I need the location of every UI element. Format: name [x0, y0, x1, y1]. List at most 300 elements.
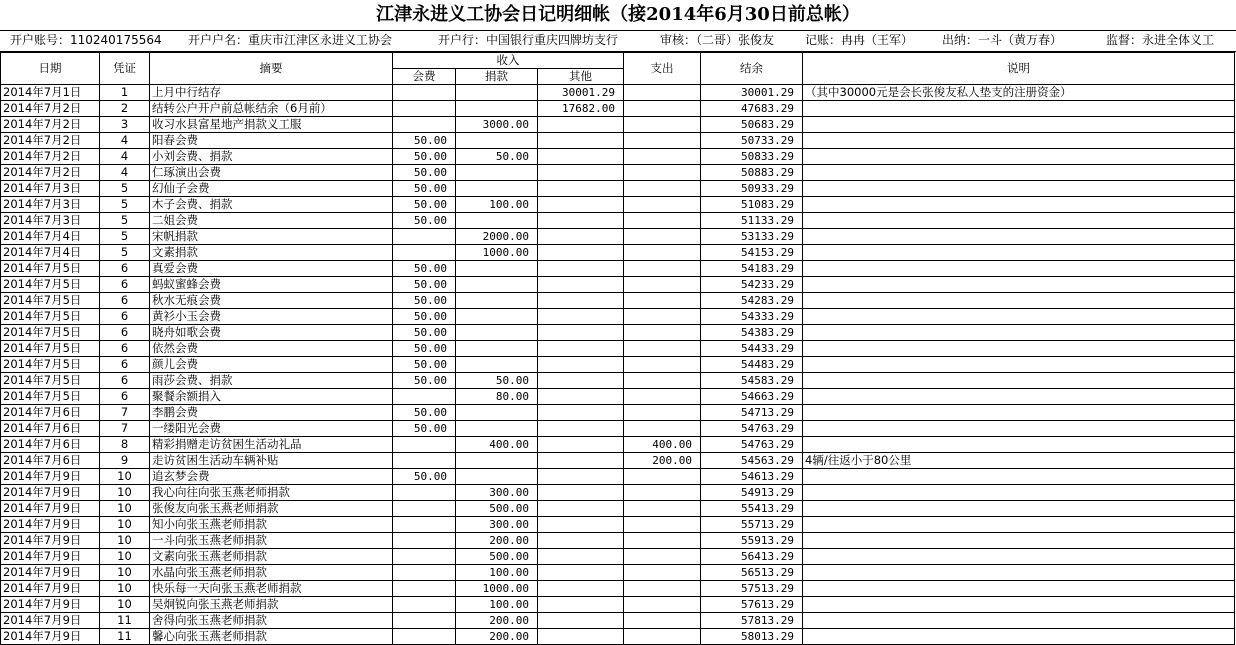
fee-cell[interactable]: 50.00 — [393, 373, 456, 389]
balance-cell[interactable]: 54663.29 — [701, 389, 803, 405]
other-cell[interactable] — [538, 565, 624, 581]
expense-cell[interactable] — [624, 325, 701, 341]
balance-cell[interactable]: 55713.29 — [701, 517, 803, 533]
fee-cell[interactable]: 50.00 — [393, 165, 456, 181]
donation-cell[interactable]: 200.00 — [456, 533, 538, 549]
donation-cell[interactable]: 3000.00 — [456, 117, 538, 133]
fee-cell[interactable]: 50.00 — [393, 149, 456, 165]
summary-cell[interactable]: 蚂蚁蜜蜂会费 — [150, 277, 393, 293]
other-cell[interactable] — [538, 149, 624, 165]
donation-cell[interactable]: 200.00 — [456, 613, 538, 629]
date-cell[interactable]: 2014年7月2日 — [1, 101, 100, 117]
summary-cell[interactable]: 仁琢演出会费 — [150, 165, 393, 181]
note-cell[interactable] — [803, 389, 1235, 405]
expense-cell[interactable] — [624, 293, 701, 309]
date-cell[interactable]: 2014年7月9日 — [1, 533, 100, 549]
expense-cell[interactable]: 200.00 — [624, 453, 701, 469]
fee-cell[interactable] — [393, 485, 456, 501]
voucher-cell[interactable]: 11 — [100, 613, 150, 629]
summary-cell[interactable]: 馨心向张玉燕老师捐款 — [150, 629, 393, 645]
fee-cell[interactable] — [393, 245, 456, 261]
expense-cell[interactable] — [624, 229, 701, 245]
fee-cell[interactable] — [393, 501, 456, 517]
date-cell[interactable]: 2014年7月9日 — [1, 613, 100, 629]
expense-cell[interactable] — [624, 277, 701, 293]
expense-cell[interactable] — [624, 581, 701, 597]
fee-cell[interactable] — [393, 565, 456, 581]
expense-cell[interactable] — [624, 405, 701, 421]
date-cell[interactable]: 2014年7月9日 — [1, 629, 100, 645]
date-cell[interactable]: 2014年7月9日 — [1, 517, 100, 533]
donation-cell[interactable]: 100.00 — [456, 597, 538, 613]
note-cell[interactable] — [803, 261, 1235, 277]
note-cell[interactable] — [803, 309, 1235, 325]
header-balance[interactable]: 结余 — [701, 53, 803, 85]
voucher-cell[interactable]: 6 — [100, 389, 150, 405]
balance-cell[interactable]: 54483.29 — [701, 357, 803, 373]
expense-cell[interactable] — [624, 261, 701, 277]
voucher-cell[interactable]: 5 — [100, 213, 150, 229]
donation-cell[interactable]: 50.00 — [456, 373, 538, 389]
note-cell[interactable] — [803, 613, 1235, 629]
expense-cell[interactable] — [624, 357, 701, 373]
date-cell[interactable]: 2014年7月1日 — [1, 85, 100, 101]
donation-cell[interactable] — [456, 165, 538, 181]
fee-cell[interactable] — [393, 85, 456, 101]
expense-cell[interactable] — [624, 565, 701, 581]
date-cell[interactable]: 2014年7月3日 — [1, 197, 100, 213]
date-cell[interactable]: 2014年7月5日 — [1, 341, 100, 357]
expense-cell[interactable] — [624, 613, 701, 629]
expense-cell[interactable] — [624, 629, 701, 645]
expense-cell[interactable] — [624, 165, 701, 181]
date-cell[interactable]: 2014年7月9日 — [1, 501, 100, 517]
header-income[interactable]: 收入 — [393, 53, 624, 69]
date-cell[interactable]: 2014年7月9日 — [1, 549, 100, 565]
balance-cell[interactable]: 55413.29 — [701, 501, 803, 517]
expense-cell[interactable] — [624, 469, 701, 485]
donation-cell[interactable] — [456, 277, 538, 293]
fee-cell[interactable]: 50.00 — [393, 357, 456, 373]
balance-cell[interactable]: 50883.29 — [701, 165, 803, 181]
expense-cell[interactable] — [624, 213, 701, 229]
other-cell[interactable] — [538, 597, 624, 613]
donation-cell[interactable] — [456, 469, 538, 485]
fee-cell[interactable] — [393, 229, 456, 245]
expense-cell[interactable] — [624, 341, 701, 357]
header-other[interactable]: 其他 — [538, 69, 624, 85]
summary-cell[interactable]: 阳春会费 — [150, 133, 393, 149]
summary-cell[interactable]: 知小向张玉燕老师捐款 — [150, 517, 393, 533]
other-cell[interactable] — [538, 197, 624, 213]
balance-cell[interactable]: 51133.29 — [701, 213, 803, 229]
expense-cell[interactable] — [624, 309, 701, 325]
voucher-cell[interactable]: 6 — [100, 277, 150, 293]
summary-cell[interactable]: 文素捐款 — [150, 245, 393, 261]
note-cell[interactable] — [803, 213, 1235, 229]
other-cell[interactable] — [538, 629, 624, 645]
note-cell[interactable] — [803, 629, 1235, 645]
other-cell[interactable] — [538, 309, 624, 325]
balance-cell[interactable]: 57813.29 — [701, 613, 803, 629]
note-cell[interactable] — [803, 245, 1235, 261]
donation-cell[interactable] — [456, 341, 538, 357]
summary-cell[interactable]: 一缕阳光会费 — [150, 421, 393, 437]
other-cell[interactable] — [538, 549, 624, 565]
donation-cell[interactable]: 2000.00 — [456, 229, 538, 245]
summary-cell[interactable]: 快乐每一天向张玉燕老师捐款 — [150, 581, 393, 597]
expense-cell[interactable] — [624, 149, 701, 165]
voucher-cell[interactable]: 4 — [100, 165, 150, 181]
other-cell[interactable] — [538, 213, 624, 229]
other-cell[interactable] — [538, 277, 624, 293]
note-cell[interactable] — [803, 517, 1235, 533]
other-cell[interactable] — [538, 581, 624, 597]
fee-cell[interactable] — [393, 629, 456, 645]
other-cell[interactable] — [538, 165, 624, 181]
balance-cell[interactable]: 54153.29 — [701, 245, 803, 261]
balance-cell[interactable]: 55913.29 — [701, 533, 803, 549]
other-cell[interactable] — [538, 117, 624, 133]
voucher-cell[interactable]: 5 — [100, 181, 150, 197]
header-fee[interactable]: 会费 — [393, 69, 456, 85]
note-cell[interactable] — [803, 533, 1235, 549]
balance-cell[interactable]: 54333.29 — [701, 309, 803, 325]
donation-cell[interactable]: 500.00 — [456, 549, 538, 565]
summary-cell[interactable]: 一斗向张玉燕老师捐款 — [150, 533, 393, 549]
note-cell[interactable] — [803, 597, 1235, 613]
donation-cell[interactable]: 400.00 — [456, 437, 538, 453]
date-cell[interactable]: 2014年7月5日 — [1, 309, 100, 325]
summary-cell[interactable]: 追玄梦会费 — [150, 469, 393, 485]
donation-cell[interactable] — [456, 453, 538, 469]
balance-cell[interactable]: 56413.29 — [701, 549, 803, 565]
balance-cell[interactable]: 58013.29 — [701, 629, 803, 645]
expense-cell[interactable] — [624, 85, 701, 101]
donation-cell[interactable]: 50.00 — [456, 149, 538, 165]
fee-cell[interactable] — [393, 389, 456, 405]
fee-cell[interactable] — [393, 549, 456, 565]
date-cell[interactable]: 2014年7月4日 — [1, 229, 100, 245]
balance-cell[interactable]: 30001.29 — [701, 85, 803, 101]
other-cell[interactable] — [538, 485, 624, 501]
note-cell[interactable] — [803, 405, 1235, 421]
summary-cell[interactable]: 晓舟如歌会费 — [150, 325, 393, 341]
voucher-cell[interactable]: 10 — [100, 533, 150, 549]
other-cell[interactable] — [538, 133, 624, 149]
fee-cell[interactable] — [393, 117, 456, 133]
other-cell[interactable] — [538, 517, 624, 533]
date-cell[interactable]: 2014年7月3日 — [1, 213, 100, 229]
fee-cell[interactable]: 50.00 — [393, 341, 456, 357]
donation-cell[interactable]: 1000.00 — [456, 245, 538, 261]
note-cell[interactable] — [803, 485, 1235, 501]
fee-cell[interactable]: 50.00 — [393, 181, 456, 197]
expense-cell[interactable]: 400.00 — [624, 437, 701, 453]
note-cell[interactable] — [803, 373, 1235, 389]
voucher-cell[interactable]: 6 — [100, 341, 150, 357]
other-cell[interactable] — [538, 245, 624, 261]
fee-cell[interactable]: 50.00 — [393, 405, 456, 421]
date-cell[interactable]: 2014年7月2日 — [1, 133, 100, 149]
balance-cell[interactable]: 53133.29 — [701, 229, 803, 245]
summary-cell[interactable]: 水晶向张玉燕老师捐款 — [150, 565, 393, 581]
voucher-cell[interactable]: 6 — [100, 293, 150, 309]
expense-cell[interactable] — [624, 181, 701, 197]
donation-cell[interactable]: 80.00 — [456, 389, 538, 405]
donation-cell[interactable]: 200.00 — [456, 629, 538, 645]
date-cell[interactable]: 2014年7月9日 — [1, 565, 100, 581]
date-cell[interactable]: 2014年7月9日 — [1, 485, 100, 501]
header-voucher[interactable]: 凭证 — [100, 53, 150, 85]
voucher-cell[interactable]: 10 — [100, 517, 150, 533]
voucher-cell[interactable]: 10 — [100, 581, 150, 597]
date-cell[interactable]: 2014年7月5日 — [1, 293, 100, 309]
note-cell[interactable] — [803, 341, 1235, 357]
summary-cell[interactable]: 黄衫小玉会费 — [150, 309, 393, 325]
donation-cell[interactable] — [456, 421, 538, 437]
summary-cell[interactable]: 我心向往向张玉燕老师捐款 — [150, 485, 393, 501]
fee-cell[interactable] — [393, 437, 456, 453]
voucher-cell[interactable]: 7 — [100, 421, 150, 437]
fee-cell[interactable] — [393, 533, 456, 549]
note-cell[interactable] — [803, 149, 1235, 165]
note-cell[interactable] — [803, 469, 1235, 485]
balance-cell[interactable]: 57513.29 — [701, 581, 803, 597]
header-donation[interactable]: 捐款 — [456, 69, 538, 85]
voucher-cell[interactable]: 5 — [100, 229, 150, 245]
donation-cell[interactable]: 100.00 — [456, 565, 538, 581]
donation-cell[interactable] — [456, 309, 538, 325]
voucher-cell[interactable]: 4 — [100, 149, 150, 165]
note-cell[interactable] — [803, 181, 1235, 197]
note-cell[interactable] — [803, 277, 1235, 293]
note-cell[interactable] — [803, 565, 1235, 581]
balance-cell[interactable]: 54433.29 — [701, 341, 803, 357]
balance-cell[interactable]: 54763.29 — [701, 437, 803, 453]
date-cell[interactable]: 2014年7月6日 — [1, 405, 100, 421]
date-cell[interactable]: 2014年7月5日 — [1, 389, 100, 405]
voucher-cell[interactable]: 7 — [100, 405, 150, 421]
donation-cell[interactable] — [456, 293, 538, 309]
date-cell[interactable]: 2014年7月9日 — [1, 597, 100, 613]
voucher-cell[interactable]: 9 — [100, 453, 150, 469]
note-cell[interactable] — [803, 117, 1235, 133]
date-cell[interactable]: 2014年7月6日 — [1, 421, 100, 437]
header-summary[interactable]: 摘要 — [150, 53, 393, 85]
note-cell[interactable] — [803, 197, 1235, 213]
other-cell[interactable] — [538, 341, 624, 357]
voucher-cell[interactable]: 10 — [100, 469, 150, 485]
voucher-cell[interactable]: 6 — [100, 309, 150, 325]
summary-cell[interactable]: 木子会费、捐款 — [150, 197, 393, 213]
note-cell[interactable] — [803, 229, 1235, 245]
summary-cell[interactable]: 颜儿会费 — [150, 357, 393, 373]
fee-cell[interactable]: 50.00 — [393, 133, 456, 149]
note-cell[interactable]: （其中30000元是会长张俊友私人垫支的注册资金） — [803, 85, 1235, 101]
expense-cell[interactable] — [624, 485, 701, 501]
expense-cell[interactable] — [624, 389, 701, 405]
fee-cell[interactable] — [393, 453, 456, 469]
voucher-cell[interactable]: 10 — [100, 597, 150, 613]
balance-cell[interactable]: 47683.29 — [701, 101, 803, 117]
header-date[interactable]: 日期 — [1, 53, 100, 85]
expense-cell[interactable] — [624, 597, 701, 613]
date-cell[interactable]: 2014年7月2日 — [1, 165, 100, 181]
voucher-cell[interactable]: 5 — [100, 245, 150, 261]
donation-cell[interactable]: 300.00 — [456, 517, 538, 533]
voucher-cell[interactable]: 4 — [100, 133, 150, 149]
fee-cell[interactable] — [393, 517, 456, 533]
donation-cell[interactable] — [456, 133, 538, 149]
fee-cell[interactable]: 50.00 — [393, 213, 456, 229]
donation-cell[interactable] — [456, 213, 538, 229]
summary-cell[interactable]: 真爱会费 — [150, 261, 393, 277]
date-cell[interactable]: 2014年7月9日 — [1, 469, 100, 485]
note-cell[interactable] — [803, 293, 1235, 309]
voucher-cell[interactable]: 6 — [100, 373, 150, 389]
expense-cell[interactable] — [624, 501, 701, 517]
expense-cell[interactable] — [624, 533, 701, 549]
balance-cell[interactable]: 54613.29 — [701, 469, 803, 485]
fee-cell[interactable]: 50.00 — [393, 293, 456, 309]
other-cell[interactable] — [538, 437, 624, 453]
note-cell[interactable] — [803, 101, 1235, 117]
donation-cell[interactable] — [456, 101, 538, 117]
header-expense[interactable]: 支出 — [624, 53, 701, 85]
note-cell[interactable] — [803, 581, 1235, 597]
voucher-cell[interactable]: 10 — [100, 565, 150, 581]
voucher-cell[interactable]: 10 — [100, 501, 150, 517]
summary-cell[interactable]: 精彩捐赠走访贫困生活动礼品 — [150, 437, 393, 453]
fee-cell[interactable]: 50.00 — [393, 277, 456, 293]
fee-cell[interactable]: 50.00 — [393, 469, 456, 485]
voucher-cell[interactable]: 1 — [100, 85, 150, 101]
expense-cell[interactable] — [624, 421, 701, 437]
voucher-cell[interactable]: 10 — [100, 549, 150, 565]
summary-cell[interactable]: 张俊友向张玉燕老师捐款 — [150, 501, 393, 517]
date-cell[interactable]: 2014年7月4日 — [1, 245, 100, 261]
note-cell[interactable] — [803, 325, 1235, 341]
date-cell[interactable]: 2014年7月5日 — [1, 325, 100, 341]
donation-cell[interactable]: 100.00 — [456, 197, 538, 213]
balance-cell[interactable]: 54913.29 — [701, 485, 803, 501]
date-cell[interactable]: 2014年7月5日 — [1, 277, 100, 293]
balance-cell[interactable]: 54583.29 — [701, 373, 803, 389]
balance-cell[interactable]: 54563.29 — [701, 453, 803, 469]
donation-cell[interactable]: 1000.00 — [456, 581, 538, 597]
other-cell[interactable] — [538, 229, 624, 245]
fee-cell[interactable]: 50.00 — [393, 309, 456, 325]
donation-cell[interactable] — [456, 405, 538, 421]
voucher-cell[interactable]: 11 — [100, 629, 150, 645]
other-cell[interactable] — [538, 181, 624, 197]
voucher-cell[interactable]: 3 — [100, 117, 150, 133]
summary-cell[interactable]: 聚餐余额捐入 — [150, 389, 393, 405]
note-cell[interactable] — [803, 549, 1235, 565]
voucher-cell[interactable]: 8 — [100, 437, 150, 453]
summary-cell[interactable]: 上月中行结存 — [150, 85, 393, 101]
summary-cell[interactable]: 秋水无痕会费 — [150, 293, 393, 309]
donation-cell[interactable] — [456, 325, 538, 341]
date-cell[interactable]: 2014年7月2日 — [1, 149, 100, 165]
fee-cell[interactable]: 50.00 — [393, 197, 456, 213]
donation-cell[interactable] — [456, 85, 538, 101]
balance-cell[interactable]: 56513.29 — [701, 565, 803, 581]
summary-cell[interactable]: 李鹏会费 — [150, 405, 393, 421]
summary-cell[interactable]: 二姐会费 — [150, 213, 393, 229]
fee-cell[interactable] — [393, 597, 456, 613]
date-cell[interactable]: 2014年7月5日 — [1, 261, 100, 277]
other-cell[interactable] — [538, 261, 624, 277]
expense-cell[interactable] — [624, 517, 701, 533]
balance-cell[interactable]: 54183.29 — [701, 261, 803, 277]
date-cell[interactable]: 2014年7月5日 — [1, 373, 100, 389]
note-cell[interactable] — [803, 357, 1235, 373]
balance-cell[interactable]: 54283.29 — [701, 293, 803, 309]
summary-cell[interactable]: 雨莎会费、捐款 — [150, 373, 393, 389]
expense-cell[interactable] — [624, 549, 701, 565]
fee-cell[interactable]: 50.00 — [393, 261, 456, 277]
donation-cell[interactable] — [456, 261, 538, 277]
summary-cell[interactable]: 幻仙子会费 — [150, 181, 393, 197]
donation-cell[interactable] — [456, 181, 538, 197]
note-cell[interactable] — [803, 165, 1235, 181]
donation-cell[interactable]: 500.00 — [456, 501, 538, 517]
expense-cell[interactable] — [624, 133, 701, 149]
date-cell[interactable]: 2014年7月5日 — [1, 357, 100, 373]
summary-cell[interactable]: 走访贫困生活动车辆补贴 — [150, 453, 393, 469]
other-cell[interactable] — [538, 613, 624, 629]
summary-cell[interactable]: 文素向张玉燕老师捐款 — [150, 549, 393, 565]
summary-cell[interactable]: 依然会费 — [150, 341, 393, 357]
summary-cell[interactable]: 收习水县富星地产捐款义工服 — [150, 117, 393, 133]
other-cell[interactable] — [538, 421, 624, 437]
balance-cell[interactable]: 54233.29 — [701, 277, 803, 293]
date-cell[interactable]: 2014年7月2日 — [1, 117, 100, 133]
donation-cell[interactable]: 300.00 — [456, 485, 538, 501]
expense-cell[interactable] — [624, 197, 701, 213]
expense-cell[interactable] — [624, 101, 701, 117]
summary-cell[interactable]: 小刘会费、捐款 — [150, 149, 393, 165]
header-note[interactable]: 说明 — [803, 53, 1235, 85]
balance-cell[interactable]: 57613.29 — [701, 597, 803, 613]
expense-cell[interactable] — [624, 117, 701, 133]
voucher-cell[interactable]: 10 — [100, 485, 150, 501]
balance-cell[interactable]: 50733.29 — [701, 133, 803, 149]
expense-cell[interactable] — [624, 373, 701, 389]
other-cell[interactable]: 30001.29 — [538, 85, 624, 101]
voucher-cell[interactable]: 6 — [100, 357, 150, 373]
voucher-cell[interactable]: 6 — [100, 325, 150, 341]
note-cell[interactable]: 4辆/往返小于80公里 — [803, 453, 1235, 469]
note-cell[interactable] — [803, 437, 1235, 453]
other-cell[interactable] — [538, 405, 624, 421]
other-cell[interactable] — [538, 293, 624, 309]
balance-cell[interactable]: 54383.29 — [701, 325, 803, 341]
date-cell[interactable]: 2014年7月3日 — [1, 181, 100, 197]
fee-cell[interactable]: 50.00 — [393, 421, 456, 437]
other-cell[interactable] — [538, 373, 624, 389]
balance-cell[interactable]: 50933.29 — [701, 181, 803, 197]
other-cell[interactable] — [538, 325, 624, 341]
other-cell[interactable] — [538, 469, 624, 485]
other-cell[interactable] — [538, 501, 624, 517]
voucher-cell[interactable]: 5 — [100, 197, 150, 213]
summary-cell[interactable]: 吴炯锐向张玉燕老师捐款 — [150, 597, 393, 613]
voucher-cell[interactable]: 6 — [100, 261, 150, 277]
donation-cell[interactable] — [456, 357, 538, 373]
